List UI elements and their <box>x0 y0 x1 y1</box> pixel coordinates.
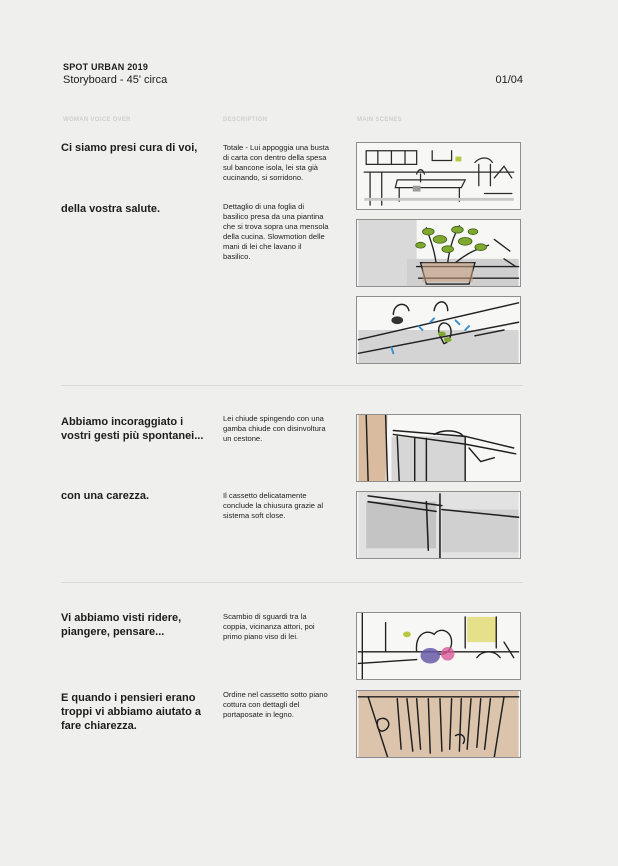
column-header-voice: WOMAN VOICE OVER <box>63 117 131 123</box>
basil-plant-sketch-icon <box>357 220 520 286</box>
scene-description: Dettaglio di una foglia di basilico presa da una piantina che si trova sopra una mensola della cucina. Slowmotion delle mani di lei che lavano il basilico. <box>223 202 329 261</box>
drawer-closing-sketch-icon <box>357 492 520 558</box>
voice-over-line: Vi abbiamo visti ridere, piangere, pensare... <box>61 612 182 638</box>
document-subtitle: Storyboard - 45' circa <box>63 74 168 86</box>
scene-description: Il cassetto delicatamente conclude la chiusura grazie al sistema soft close. <box>223 491 324 520</box>
kitchen-wide-sketch-icon <box>357 143 520 209</box>
voice-over-line: con una carezza. <box>61 490 150 502</box>
cutlery-drawer-sketch-icon <box>357 691 520 757</box>
hands-washing-sketch-icon <box>357 297 520 363</box>
storyboard-frame-hands <box>356 296 521 364</box>
scene-description: Totale - Lui appoggia una busta di carta con dentro della spesa sul bancone isola, lei sta già cucinando, si sorridono. <box>223 143 329 182</box>
section-divider <box>61 385 523 386</box>
column-header-description: DESCRIPTION <box>223 117 268 123</box>
couple-sketch-icon <box>357 613 520 679</box>
scene-description: Ordine nel cassetto sotto piano cottura con dettagli del portaposate in legno. <box>223 690 328 719</box>
storyboard-frame-drawer-close <box>356 491 521 559</box>
scene-description: Lei chiude spingendo con una gamba chiude con disinvoltura un cestone. <box>223 414 326 443</box>
voice-over-line: della vostra salute. <box>61 203 161 215</box>
storyboard-frame-kitchen <box>356 142 521 210</box>
drawer-leg-sketch-icon <box>357 415 520 481</box>
storyboard-frame-cutlery <box>356 690 521 758</box>
voice-over-line: E quando i pensieri erano troppi vi abbiamo aiutato a fare chiarezza. <box>61 692 201 732</box>
voice-over-line: Ci siamo presi cura di voi, <box>61 142 198 154</box>
document-title: SPOT URBAN 2019 <box>63 62 149 72</box>
storyboard-frame-basil <box>356 219 521 287</box>
section-divider <box>61 582 523 583</box>
storyboard-frame-couple <box>356 612 521 680</box>
voice-over-line: Abbiamo incoraggiato i vostri gesti più spontanei... <box>61 416 204 442</box>
storyboard-frame-drawer-leg <box>356 414 521 482</box>
scene-description: Scambio di sguardi tra la coppia, vicinanza attori, poi primo piano viso di lei. <box>223 612 315 641</box>
page-number: 01/04 <box>495 74 523 86</box>
column-header-scenes: MAIN SCENES <box>357 117 402 123</box>
